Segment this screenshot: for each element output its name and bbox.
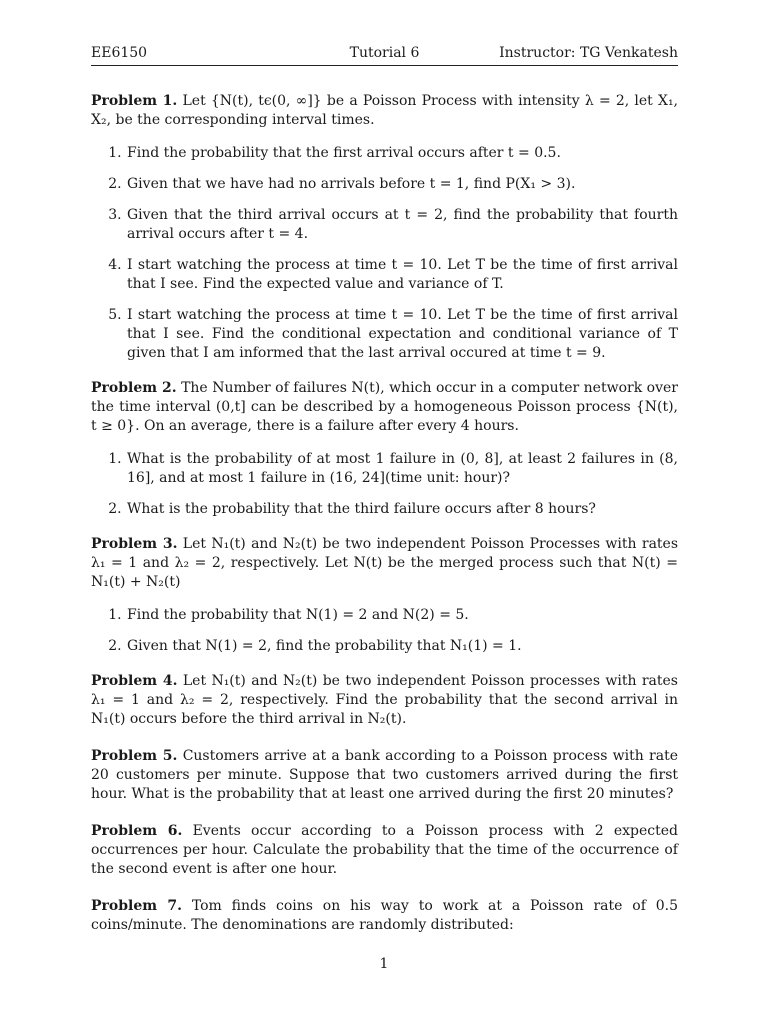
subquestion-list — [91, 450, 678, 519]
problem-label: Problem 5. — [91, 748, 178, 764]
tutorial-title: Tutorial 6 — [349, 45, 420, 61]
problem-label: Problem 3. — [91, 536, 178, 552]
problem-3 — [91, 535, 678, 656]
subquestion: 3. Given that the third arrival occurs at t = 2, find the probability that fourth arrival occurs after t = 4. — [126, 206, 678, 244]
problem-label: Problem 6. — [91, 823, 183, 839]
instructor-name: Instructor: TG Venkatesh — [499, 45, 678, 61]
problem-2 — [91, 379, 678, 519]
problem-6 — [91, 822, 678, 879]
problem-list — [91, 92, 678, 949]
problem-label: Problem 1. — [91, 93, 178, 109]
subquestion: 1. Find the probability that N(1) = 2 and N(2) = 5. — [126, 606, 678, 625]
problem-text: The Number of failures N(t), which occur in a computer network over the time interval (0,t] can be described by a homogeneous Poisson process {N(t), t ≥ 0}. On an average, there is a failure after every 4 hours. — [91, 380, 678, 434]
subquestion: 2. Given that N(1) = 2, find the probability that N₁(1) = 1. — [126, 637, 678, 656]
problem-text: Let {N(t), tϵ(0, ∞]} be a Poisson Process with intensity λ = 2, let X₁, X₂, be the corresponding interval times. — [91, 93, 679, 128]
subquestion: 1. What is the probability of at most 1 failure in (0, 8], at least 2 failures in (8, 16], and at most 1 failure in (16, 24](time unit: hour)? — [126, 450, 678, 488]
problem-text: Events occur according to a Poisson process with 2 expected occurrences per hour. Calculate the probability that the time of the occurrence of the second event is after one hour. — [91, 823, 678, 877]
problem-label: Problem 4. — [91, 673, 178, 689]
page-number: 1 — [379, 956, 389, 972]
page-header — [91, 43, 678, 66]
problem-label: Problem 7. — [91, 898, 182, 914]
problem-text: Tom finds coins on his way to work at a Poisson rate of 0.5 coins/minute. The denominations are randomly distributed: — [91, 898, 679, 933]
subquestion: 2. Given that we have had no arrivals before t = 1, find P(X₁ > 3). — [126, 175, 678, 194]
problem-label: Problem 2. — [91, 380, 177, 396]
problem-1 — [91, 92, 678, 363]
problem-text: Let N₁(t) and N₂(t) be two independent Poisson Processes with rates λ₁ = 1 and λ₂ = 2, respectively. Let N(t) be the merged process such that N(t) = N₁(t) + N₂(t) — [91, 536, 679, 590]
subquestion: 2. What is the probability that the third failure occurs after 8 hours? — [126, 500, 678, 519]
subquestion: 5. I start watching the process at time t = 10. Let T be the time of first arrival that I see. Find the conditional expectation and conditional variance of T given that I am informed that the last arrival occured at time t = 9. — [126, 306, 678, 363]
subquestion: 4. I start watching the process at time t = 10. Let T be the time of first arrival that I see. Find the expected value and variance of T. — [126, 256, 678, 294]
problem-5 — [91, 747, 678, 804]
subquestion-list — [91, 606, 678, 656]
subquestion: 1. Find the probability that the first arrival occurs after t = 0.5. — [126, 144, 678, 163]
subquestion-list — [91, 144, 678, 363]
problem-7 — [91, 897, 678, 935]
course-code: EE6150 — [91, 45, 148, 61]
problem-text: Customers arrive at a bank according to a Poisson process with rate 20 customers per minute. Suppose that two customers arrived during the first hour. What is the probability that at least one arrived during the first 20 minutes? — [91, 748, 679, 802]
problem-4 — [91, 672, 678, 729]
problem-text: Let N₁(t) and N₂(t) be two independent Poisson processes with rates λ₁ = 1 and λ₂ = 2, respectively. Find the probability that the second arrival in N₁(t) occurs before the third arrival in N₂(t). — [91, 673, 678, 727]
